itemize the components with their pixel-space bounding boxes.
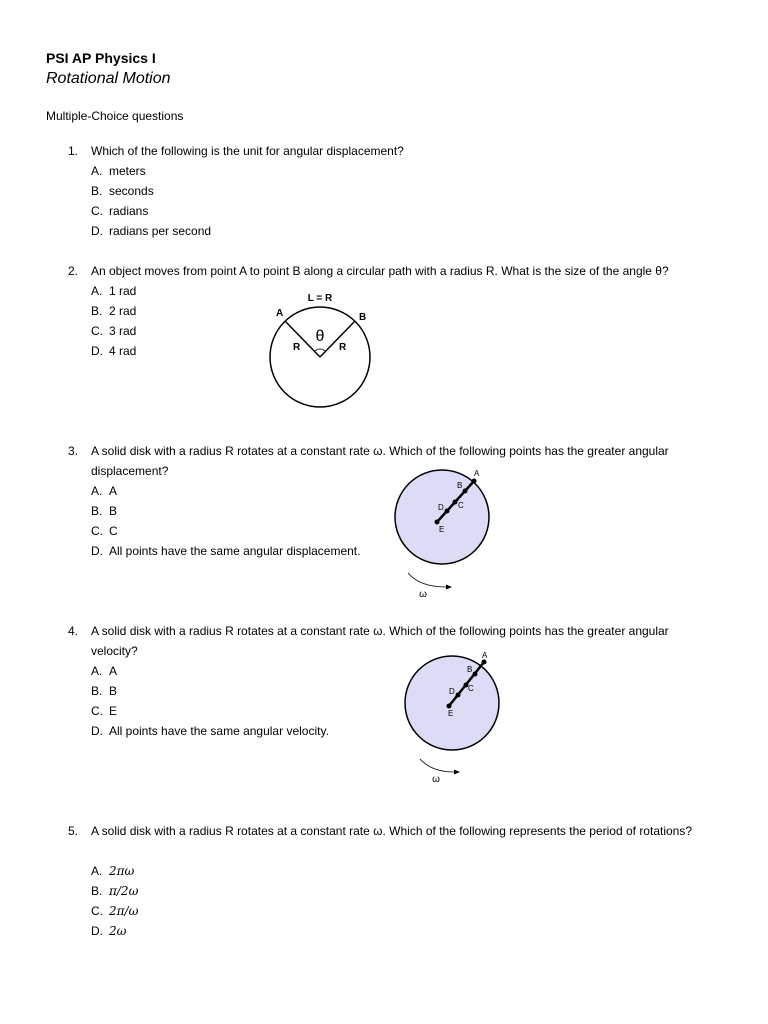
point-d-label: D — [449, 687, 455, 696]
point-a-dot — [472, 479, 477, 484]
option-b: B. π/2ω — [91, 884, 139, 898]
point-b-dot — [463, 489, 468, 494]
option-b: B. 2 rad — [91, 304, 137, 318]
option-d: D. All points have the same angular velocity. — [91, 724, 329, 738]
point-e-label: E — [439, 525, 445, 534]
arc-length-label: L = R — [307, 293, 333, 304]
option-a: A. 2πω — [91, 864, 135, 878]
document-subtitle: Rotational Motion — [46, 70, 171, 87]
question-number: 5. — [68, 824, 79, 838]
point-b-label: B — [359, 312, 367, 323]
point-c-label: C — [468, 684, 474, 693]
point-d-dot — [456, 693, 461, 698]
radius-line-b — [320, 321, 355, 357]
point-a-label: A — [474, 469, 480, 478]
option-a: A. A — [91, 484, 118, 498]
question-number: 2. — [68, 264, 79, 278]
radius-label-left: R — [293, 342, 301, 353]
option-c: C. 2π/ω — [91, 904, 139, 918]
rotating-disk-diagram — [390, 465, 500, 600]
rotation-arrow — [408, 573, 446, 587]
radius-label-right: R — [339, 342, 347, 353]
option-c: C. E — [91, 704, 118, 718]
question-text: A solid disk with a radius R rotates at a constant rate ω. Which of the following points has the greater angular velocity? — [91, 624, 669, 658]
arc-angle-diagram — [260, 285, 380, 415]
option-c: C. radians — [91, 204, 149, 218]
angle-arc — [315, 349, 325, 351]
point-b-label: B — [467, 665, 473, 674]
point-e-dot — [447, 704, 452, 709]
option-d: D. radians per second — [91, 224, 212, 238]
question-text: A solid disk with a radius R rotates at a constant rate ω. Which of the following points has the greater angular displacement? — [91, 444, 669, 478]
point-b-label: B — [457, 481, 463, 490]
document-title: PSI AP Physics I — [46, 50, 156, 66]
question-number: 1. — [68, 144, 79, 158]
question-number: 3. — [68, 444, 79, 458]
point-b-dot — [473, 672, 478, 677]
rotation-arrowhead — [454, 770, 460, 775]
option-c: C. C — [91, 524, 118, 538]
omega-label: ω — [419, 589, 427, 600]
option-b: B. B — [91, 504, 118, 518]
option-a: A. meters — [91, 164, 146, 178]
point-a-dot — [482, 660, 487, 665]
rotating-disk-diagram — [400, 647, 510, 787]
section-heading: Multiple-Choice questions — [46, 109, 184, 123]
option-d: D. All points have the same angular displacement. — [91, 544, 361, 558]
option-d: D. 2ω — [91, 924, 127, 938]
option-d: D. 4 rad — [91, 344, 137, 358]
point-a-label: A — [276, 308, 284, 319]
question-text: An object moves from point A to point B along a circular path with a radius R. What is the size of the angle θ? — [91, 264, 669, 278]
question-text: Which of the following is the unit for angular displacement? — [91, 144, 404, 158]
point-e-label: E — [448, 709, 454, 718]
point-d-dot — [445, 509, 450, 514]
rotation-arrow — [420, 759, 454, 772]
point-c-label: C — [458, 501, 464, 510]
theta-label: θ — [315, 328, 325, 345]
question-number: 4. — [68, 624, 79, 638]
rotation-arrowhead — [446, 585, 452, 590]
option-c: C. 3 rad — [91, 324, 137, 338]
point-e-dot — [435, 520, 440, 525]
option-a: A. A — [91, 664, 118, 678]
point-c-dot — [453, 500, 458, 505]
option-b: B. B — [91, 684, 118, 698]
option-a: A. 1 rad — [91, 284, 137, 298]
omega-label: ω — [432, 774, 440, 785]
question-text: A solid disk with a radius R rotates at a constant rate ω. Which of the following represents the period of rotations? — [91, 824, 693, 838]
point-a-label: A — [482, 651, 488, 660]
option-b: B. seconds — [91, 184, 154, 198]
point-d-label: D — [438, 503, 444, 512]
